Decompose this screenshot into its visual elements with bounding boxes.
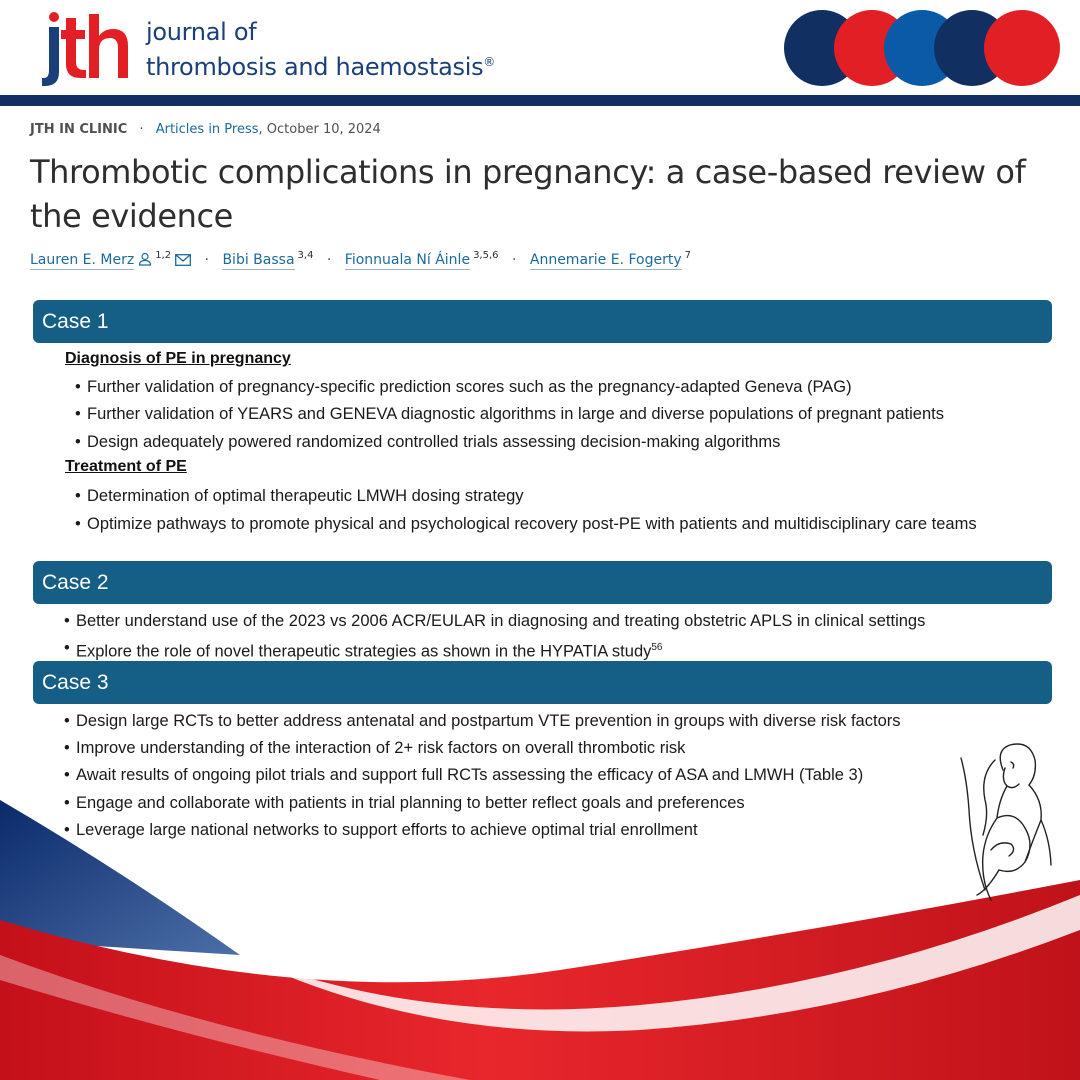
list-item: • Explore the role of novel therapeutic strategies as shown in the HYPATIA study$^{56}$ — [76, 637, 1056, 663]
list-item: • Further validation of pregnancy-specific prediction scores such as the pregnancy-adapted Geneva (PAG) — [87, 376, 1047, 398]
journal-name — [146, 17, 495, 82]
section-subheading: Treatment of PE — [65, 458, 187, 475]
jth-logo[interactable] — [40, 10, 135, 90]
header-rule — [0, 95, 1080, 106]
mail-icon[interactable] — [175, 254, 191, 270]
author-list — [30, 250, 691, 270]
brand-circles — [784, 10, 1064, 86]
case-header: Case 3 — [33, 661, 1052, 704]
meta-separator: · — [139, 122, 144, 137]
author-link[interactable]: Annemarie E. Fogerty — [529, 251, 682, 268]
author-link[interactable]: Bibi Bassa — [222, 251, 295, 268]
article-meta — [30, 122, 381, 137]
articles-in-press-link[interactable]: Articles in Press — [155, 122, 259, 137]
citation-superscript: 56 — [651, 642, 663, 653]
case-header: Case 2 — [33, 561, 1052, 604]
author-separator: · — [204, 251, 209, 268]
list-item: • Improve understanding of the interaction of 2+ risk factors on overall thrombotic risk — [76, 737, 956, 759]
list-item: • Further validation of YEARS and GENEVA diagnostic algorithms in large and diverse populations of pregnant patients — [87, 403, 1047, 425]
section-label[interactable]: JTH IN CLINIC — [30, 122, 128, 137]
journal-name-line2: thrombosis and haemostasis® — [146, 53, 495, 81]
author-affiliation: 3,5,6 — [473, 250, 499, 261]
list-item: • Design large RCTs to better address antenatal and postpartum VTE prevention in groups with diverse risk factors — [76, 710, 976, 732]
article-title: Thrombotic complications in pregnancy: a case-based review of the evidence — [30, 153, 1026, 235]
case-header: Case 1 — [33, 300, 1052, 343]
author-separator: · — [511, 251, 517, 268]
list-item: • Optimize pathways to promote physical and psychological recovery post-PE with patients and multidisciplinary care teams — [87, 513, 1042, 535]
list-item: • Engage and collaborate with patients in trial planning to better reflect goals and preferences — [76, 792, 956, 814]
author-affiliation: 1,2 — [155, 250, 172, 261]
list-item: • Await results of ongoing pilot trials and support full RCTs assessing the efficacy of ASA and LMWH (Table 3) — [76, 764, 956, 786]
pregnant-woman-illustration — [955, 740, 1060, 905]
section-subheading: Diagnosis of PE in pregnancy — [65, 350, 291, 367]
author-link[interactable]: Fionnuala Ní Áinle — [344, 251, 471, 268]
list-item: • Determination of optimal therapeutic LMWH dosing strategy — [87, 485, 1047, 507]
author-affiliation: 7 — [684, 250, 692, 261]
publication-date: , October 10, 2024 — [258, 122, 381, 137]
author-affiliation: 3,4 — [297, 250, 314, 261]
author-separator: · — [326, 251, 332, 268]
person-icon[interactable] — [138, 252, 152, 270]
author-link[interactable]: Lauren E. Merz — [30, 251, 135, 268]
list-item: • Design adequately powered randomized controlled trials assessing decision-making algorithms — [87, 431, 1047, 453]
list-item: • Better understand use of the 2023 vs 2006 ACR/EULAR in diagnosing and treating obstetric APLS in clinical settings — [76, 610, 1056, 632]
journal-header — [0, 0, 1080, 95]
journal-name-line1: journal of — [146, 18, 257, 46]
list-item: • Leverage large national networks to support efforts to achieve optimal trial enrollment — [76, 819, 956, 841]
